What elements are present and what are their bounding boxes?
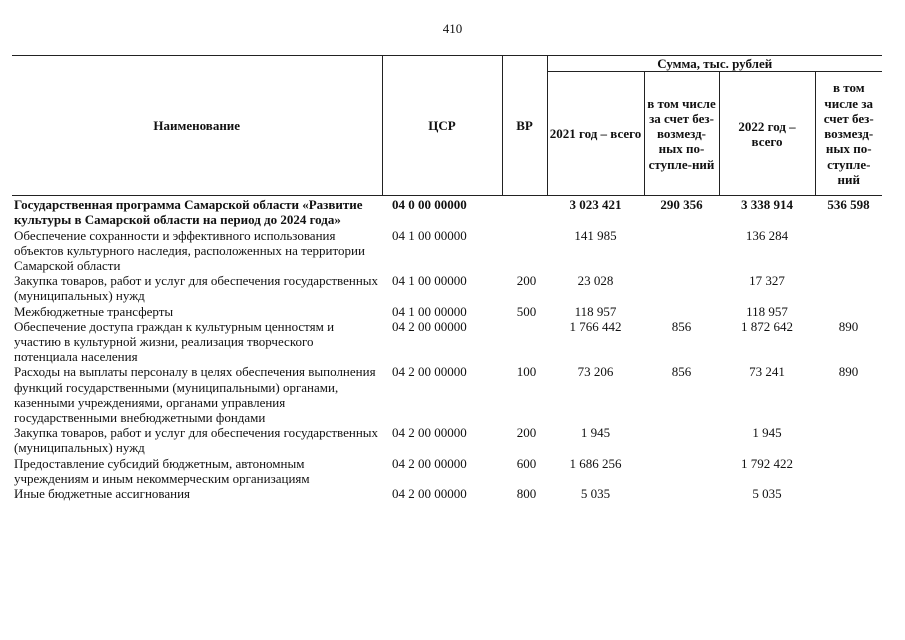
row-gratuitous-2021: 290 356 xyxy=(660,197,703,213)
row-name: Закупка товаров, работ и услуг для обеспечения государственных (муниципальных) нужд xyxy=(14,425,379,456)
row-csr: 04 0 00 00000 xyxy=(392,197,467,213)
row-vr: 200 xyxy=(516,425,537,441)
row-csr: 04 2 00 00000 xyxy=(392,318,467,334)
row-sum-2022: 118 957 xyxy=(746,303,788,319)
row-csr: 04 2 00 00000 xyxy=(392,364,467,380)
row-csr: 04 1 00 00000 xyxy=(392,303,467,319)
table-row xyxy=(12,425,882,455)
budget-table xyxy=(12,55,882,501)
row-sum-2022: 17 327 xyxy=(749,273,785,289)
header-sum: Сумма, тыс. рублей xyxy=(547,56,882,72)
row-sum-2021: 1 766 442 xyxy=(569,318,622,334)
table-row xyxy=(12,486,882,501)
row-name: Закупка товаров, работ и услуг для обеспечения государственных (муниципальных) нужд xyxy=(14,273,379,304)
row-gratuitous-2022 xyxy=(815,456,882,486)
header-2022-gratuitous: в том числе за счет без-возмезд-ных по-ступле-ний xyxy=(815,72,882,196)
row-sum-2022: 73 241 xyxy=(749,364,785,380)
row-gratuitous-2021: 856 xyxy=(671,364,692,380)
row-gratuitous-2022 xyxy=(815,228,882,274)
row-name: Обеспечение сохранности и эффективного использования объектов культурного наследия, расположенных на территории Самарской области xyxy=(14,227,365,274)
row-name: Расходы на выплаты персоналу в целях обеспечения выполнения функций государственными (муниципальными) органами, казенными учреждениями, органами управления государственными внебюджетными фондами xyxy=(14,364,376,426)
row-vr xyxy=(502,228,547,274)
row-csr: 04 1 00 00000 xyxy=(392,227,467,243)
row-vr: 800 xyxy=(516,486,537,502)
row-gratuitous-2022 xyxy=(815,273,882,303)
row-vr: 100 xyxy=(516,364,537,380)
row-name: Межбюджетные трансферты xyxy=(14,303,174,319)
row-sum-2021: 1 686 256 xyxy=(569,455,622,471)
header-2021-gratuitous: в том числе за счет без-возмезд-ных по-ступле-ний xyxy=(644,72,719,196)
row-sum-2021: 141 985 xyxy=(574,227,617,243)
header-name: Наименование xyxy=(12,56,382,196)
row-vr: 600 xyxy=(516,455,537,471)
table-row xyxy=(12,228,882,274)
table-row xyxy=(12,196,882,228)
table-row xyxy=(12,304,882,319)
row-gratuitous-2022: 890 xyxy=(838,364,859,380)
row-csr: 04 2 00 00000 xyxy=(392,425,467,441)
header-csr: ЦСР xyxy=(382,56,502,196)
row-gratuitous-2022 xyxy=(815,425,882,455)
row-sum-2021: 1 945 xyxy=(580,425,611,441)
row-vr xyxy=(502,196,547,228)
row-gratuitous-2021 xyxy=(644,456,719,486)
row-gratuitous-2021 xyxy=(644,228,719,274)
row-name: Предоставление субсидий бюджетным, автономным учреждениям и иным некоммерческим организациям xyxy=(14,455,310,486)
row-gratuitous-2021 xyxy=(644,425,719,455)
row-name: Иные бюджетные ассигнования xyxy=(14,486,191,502)
row-sum-2021: 23 028 xyxy=(577,273,614,289)
row-gratuitous-2022 xyxy=(815,486,882,501)
row-vr xyxy=(502,319,547,365)
row-sum-2022: 1 872 642 xyxy=(741,318,793,334)
row-gratuitous-2021 xyxy=(644,304,719,319)
row-name: Государственная программа Самарской области «Развитие культуры в Самарской области на период до 2024 года» xyxy=(14,197,363,228)
table-row xyxy=(12,273,882,303)
row-sum-2021: 73 206 xyxy=(577,364,614,380)
row-gratuitous-2022: 536 598 xyxy=(827,197,870,213)
row-sum-2021: 5 035 xyxy=(580,486,611,502)
row-gratuitous-2021: 856 xyxy=(671,318,692,334)
header-2021-total: 2021 год – всего xyxy=(547,72,644,196)
row-vr: 500 xyxy=(516,303,537,319)
row-csr: 04 1 00 00000 xyxy=(392,273,467,289)
table-row xyxy=(12,364,882,425)
row-vr: 200 xyxy=(516,273,537,289)
row-sum-2022: 5 035 xyxy=(752,486,782,502)
row-sum-2022: 3 338 914 xyxy=(741,197,793,213)
table-row xyxy=(12,319,882,365)
row-gratuitous-2022 xyxy=(815,304,882,319)
table-row xyxy=(12,456,882,486)
row-sum-2022: 1 945 xyxy=(752,425,782,441)
page-number: 410 xyxy=(442,21,463,36)
row-sum-2021: 3 023 421 xyxy=(569,197,622,213)
header-vr: ВР xyxy=(502,56,547,196)
row-gratuitous-2021 xyxy=(644,486,719,501)
row-csr: 04 2 00 00000 xyxy=(392,455,467,471)
row-name: Обеспечение доступа граждан к культурным ценностям и участию в культурной жизни, реализация творческого потенциала населения xyxy=(14,318,335,365)
header-2022-total: 2022 год – всего xyxy=(719,72,815,196)
row-gratuitous-2022: 890 xyxy=(838,318,859,334)
row-gratuitous-2021 xyxy=(644,273,719,303)
row-sum-2021: 118 957 xyxy=(574,303,617,319)
row-sum-2022: 136 284 xyxy=(745,227,789,243)
row-sum-2022: 1 792 422 xyxy=(741,455,793,471)
row-csr: 04 2 00 00000 xyxy=(392,486,467,502)
